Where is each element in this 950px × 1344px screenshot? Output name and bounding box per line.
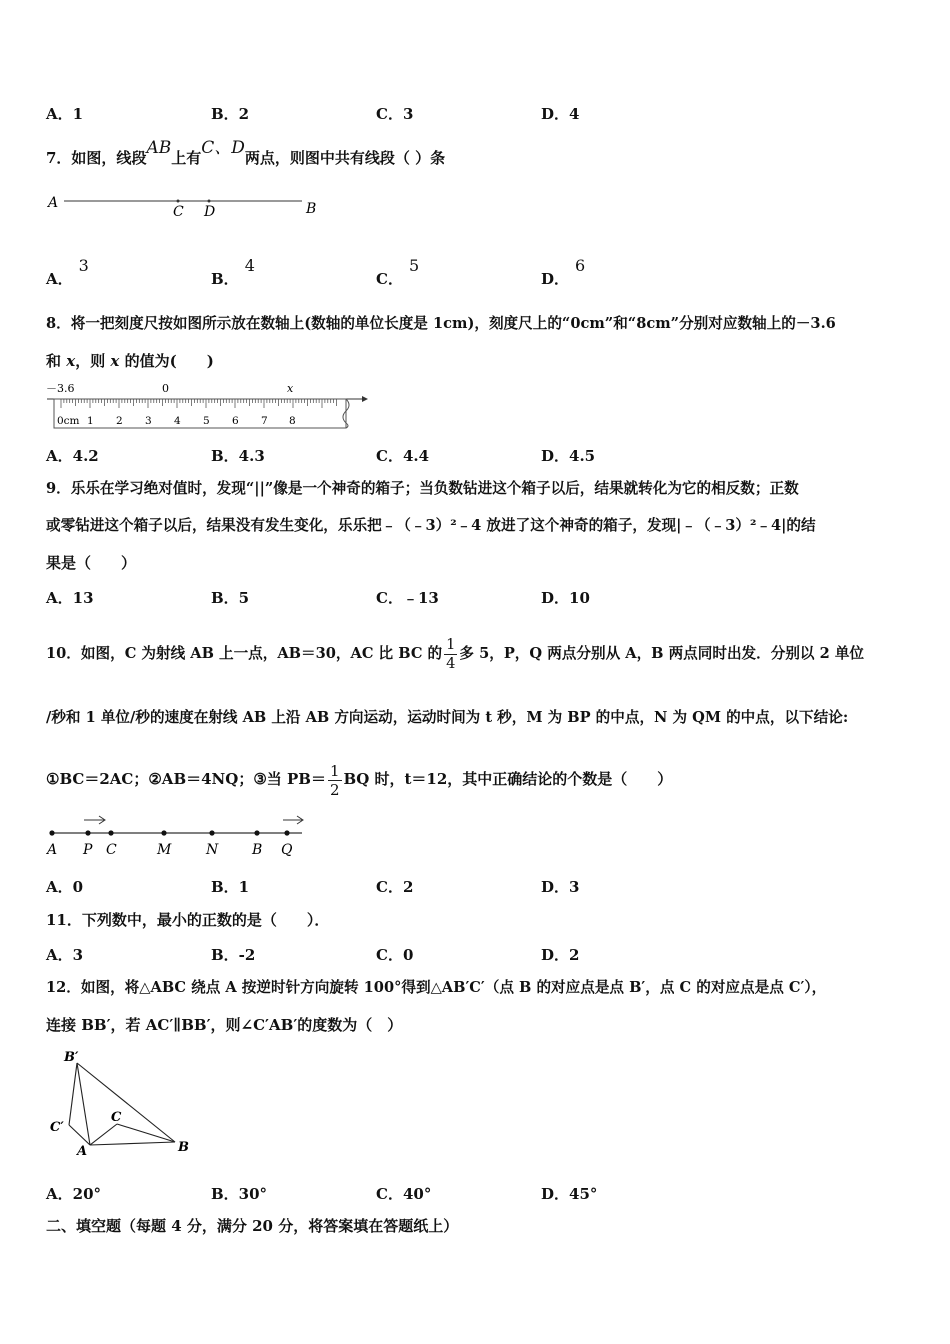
- q7-stem: 7．如图，线段AB上有C、D两点，则图中共有线段（ ）条: [46, 138, 446, 167]
- q12-label-c: C: [111, 1110, 122, 1125]
- q9-option-d: D．10: [541, 589, 590, 607]
- q9-option-b: B．5: [211, 589, 250, 607]
- q11-option-a: A．3: [46, 946, 84, 964]
- q8-ruler-label-0cm: 0cm: [57, 415, 80, 427]
- q7-option-b: B．4: [211, 256, 255, 288]
- section-2-heading: 二、填空题（每题 4 分，满分 20 分，将答案填在答题纸上）: [46, 1217, 459, 1235]
- q7-label-a: A: [48, 195, 59, 211]
- q8-ruler-figure: [44, 380, 374, 432]
- q10-stem-line3: ①BC＝2AC；②AB＝4NQ；③当 PB＝ $\frac{1}{2}$ BQ 时，t＝12，其中正确结论的个数是（ ）: [46, 761, 673, 799]
- q7-option-a: A．3: [46, 256, 89, 288]
- q12-option-b: B．30°: [211, 1185, 268, 1203]
- q8-stem-line2: 和 x，则 x 的值为( ): [46, 352, 214, 370]
- q8-axis-label-minus-3-6: －3.6: [46, 382, 75, 395]
- q8-axis-label-x: x: [287, 382, 294, 395]
- q12-option-a: A．20°: [46, 1185, 102, 1203]
- q10-label-a: A: [47, 842, 58, 858]
- q7-segment-figure: [44, 190, 334, 224]
- q8-option-a: A．4.2: [46, 447, 99, 465]
- q7-label-c: C: [173, 204, 184, 220]
- q6-option-c: C．3: [376, 105, 414, 123]
- q11-option-b: B．-2: [211, 946, 256, 964]
- q11-option-c: C．0: [376, 946, 414, 964]
- q8-stem-line1: 8．将一把刻度尺按如图所示放在数轴上(数轴的单位长度是 1cm)，刻度尺上的“0cm”和“8cm”分别对应数轴上的－3.6: [46, 315, 836, 332]
- q12-triangle-figure: [44, 1045, 204, 1160]
- q12-label-b: B: [178, 1140, 189, 1155]
- q8-ruler-label-3: 3: [145, 415, 152, 427]
- q12-stem-line1: 12．如图，将△ABC 绕点 A 按逆时针方向旋转 100°得到△AB′C′（点 B 的对应点是点 B′，点 C 的对应点是点 C′），: [46, 979, 827, 996]
- q10-label-q: Q: [281, 842, 293, 858]
- q10-label-b: B: [252, 842, 263, 858]
- q10-fraction-one-half: $\frac{1}{2}$: [329, 761, 340, 799]
- q8-option-c: C．4.4: [376, 447, 430, 465]
- q10-label-m: M: [157, 842, 172, 858]
- q6-option-a: A．1: [46, 105, 84, 123]
- q8-ruler-label-6: 6: [232, 415, 239, 427]
- q10-fraction-one-quarter: $\frac{1}{4}$: [446, 635, 456, 672]
- q6-option-d: D．4: [541, 105, 580, 123]
- q12-stem-line2: 连接 BB′，若 AC′∥BB′，则∠C′AB′的度数为（ ）: [46, 1016, 403, 1034]
- q8-ruler-label-7: 7: [261, 415, 268, 427]
- q9-stem-line3: 果是（ ）: [46, 554, 137, 572]
- q10-option-a: A．0: [46, 878, 84, 896]
- q8-ruler-label-4: 4: [174, 415, 181, 427]
- q10-option-c: C．2: [376, 878, 414, 896]
- q10-option-b: B．1: [211, 878, 250, 896]
- q8-ruler-label-2: 2: [116, 415, 123, 427]
- q9-stem-line2: 或零钻进这个箱子以后，结果没有发生变化，乐乐把﹣（﹣3）²﹣4 放进了这个神奇的箱子，发现|﹣（﹣3）²﹣4|的结: [46, 517, 816, 534]
- q7-label-b: B: [306, 201, 317, 217]
- q8-axis-label-0: 0: [162, 382, 169, 395]
- q10-stem-line1: 10．如图，C 为射线 AB 上一点，AB＝30，AC 比 BC 的 $\frac{1}{4}$ 多 5，P，Q 两点分别从 A，B 两点同时出发．分别以 2 单位: [46, 635, 865, 672]
- q8-option-b: B．4.3: [211, 447, 265, 465]
- q7-option-d: D．6: [541, 256, 586, 288]
- q7-label-d: D: [204, 204, 216, 220]
- q11-option-d: D．2: [541, 946, 580, 964]
- q9-option-c: C．﹣13: [376, 589, 439, 607]
- q12-label-c-prime: C′: [50, 1120, 64, 1135]
- q10-option-d: D．3: [541, 878, 580, 896]
- q7-option-c: C．5: [376, 256, 420, 288]
- q12-label-b-prime: B′: [64, 1050, 79, 1065]
- q12-option-c: C．40°: [376, 1185, 432, 1203]
- q6-option-b: B．2: [211, 105, 250, 123]
- q8-ruler-label-1: 1: [87, 415, 94, 427]
- q12-option-d: D．45°: [541, 1185, 598, 1203]
- q10-ray-figure: [44, 812, 314, 860]
- q9-stem-line1: 9．乐乐在学习绝对值时，发现“||”像是一个神奇的箱子；当负数钻进这个箱子以后，结果就转化为它的相反数；正数: [46, 480, 799, 497]
- q9-option-a: A．13: [46, 589, 94, 607]
- q10-label-p: P: [83, 842, 93, 858]
- q10-stem-line2: /秒和 1 单位/秒的速度在射线 AB 上沿 AB 方向运动，运动时间为 t 秒，M 为 BP 的中点，N 为 QM 的中点，以下结论:: [46, 709, 849, 726]
- q10-label-n: N: [206, 842, 219, 858]
- q12-label-a: A: [77, 1144, 88, 1159]
- q8-ruler-label-5: 5: [203, 415, 210, 427]
- q11-stem: 11．下列数中，最小的正数的是（ ）．: [46, 911, 330, 929]
- q8-option-d: D．4.5: [541, 447, 596, 465]
- q10-label-c: C: [106, 842, 117, 858]
- q8-ruler-label-8: 8: [289, 415, 296, 427]
